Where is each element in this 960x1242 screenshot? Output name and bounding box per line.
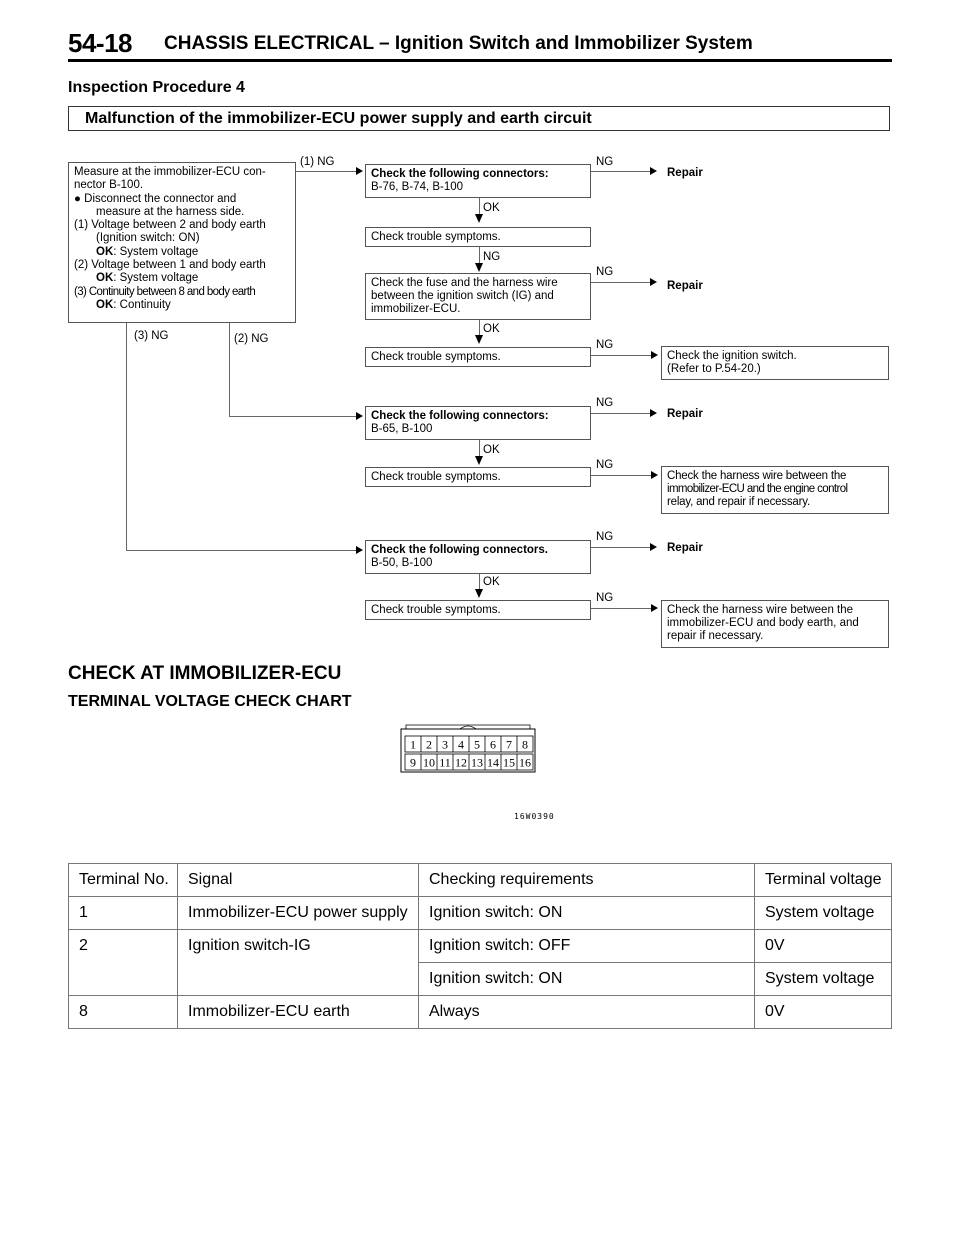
box-text: Check trouble symptoms. — [371, 604, 501, 616]
ok-key: OK — [96, 245, 114, 258]
table-row — [69, 996, 892, 1029]
ok-key: OK — [96, 272, 114, 285]
box-text: Check the fuse and the harness wire — [371, 277, 558, 289]
ng-label: NG — [596, 397, 614, 409]
check-fuse-box — [365, 273, 591, 320]
ng2-label: (2) NG — [234, 333, 269, 345]
procedure-title: Inspection Procedure 4 — [68, 79, 245, 96]
ok-value: : System voltage — [113, 272, 199, 285]
box-text: Check the ignition switch. — [667, 350, 797, 362]
arrow-down-icon — [475, 335, 483, 344]
pin-label: 10 — [423, 755, 435, 770]
ok-label: OK — [483, 323, 500, 335]
pin-label: 1 — [410, 737, 416, 752]
check-trouble-box-2 — [365, 347, 591, 367]
arrow-right-icon — [650, 278, 657, 286]
box-text: B-76, B-74, B-100 — [371, 181, 464, 193]
check-section-subtitle: TERMINAL VOLTAGE CHECK CHART — [68, 693, 352, 710]
check-earth-harness-box — [661, 600, 889, 648]
ok-value: : Continuity — [113, 298, 171, 311]
connector-line — [591, 282, 651, 283]
ng-label: NG — [596, 531, 614, 543]
arrow-right-icon — [651, 604, 658, 612]
measure-bullet — [74, 193, 290, 206]
measure-ok — [74, 299, 290, 312]
check-ignition-switch-box — [661, 346, 889, 380]
pin-label: 11 — [439, 755, 451, 770]
connector-line — [229, 416, 356, 417]
repair-label: Repair — [667, 408, 703, 420]
pin-label: 12 — [455, 755, 467, 770]
measure-item: (3) Continuity between 8 and body earth — [74, 285, 256, 298]
box-text: B-50, B-100 — [371, 557, 433, 569]
table-row — [69, 897, 892, 930]
measure-bullet-text: Disconnect the connector and — [84, 192, 237, 205]
connector-diagram — [400, 723, 536, 773]
procedure-banner: Malfunction of the immobilizer-ECU power supply and earth circuit — [68, 106, 890, 131]
signal-cell: Immobilizer-ECU earth — [178, 996, 419, 1029]
ok-label: OK — [483, 202, 500, 214]
measure-line: measure at the harness side. — [96, 205, 245, 218]
pin-label: 4 — [458, 737, 464, 752]
ng3-label: (3) NG — [134, 330, 169, 342]
arrow-right-icon — [650, 167, 657, 175]
connector-line — [479, 320, 480, 335]
box-text: immobilizer-ECU. — [371, 303, 461, 315]
voltage-cell: System voltage — [755, 897, 892, 930]
box-text: Check the harness wire between the — [667, 604, 854, 616]
pin-label: 8 — [522, 737, 528, 752]
table-row — [69, 930, 892, 963]
connector-line — [479, 198, 480, 214]
voltage-cell: 0V — [755, 930, 892, 963]
box-text: immobilizer-ECU and the engine control — [667, 483, 848, 495]
ng1-label: (1) NG — [300, 156, 335, 168]
connector-line — [591, 413, 651, 414]
measure-ok — [74, 272, 290, 285]
ok-label: OK — [483, 444, 500, 456]
repair-label: Repair — [667, 542, 703, 554]
box-text: Check trouble symptoms. — [371, 471, 501, 483]
box-text: between the ignition switch (IG) and — [371, 290, 554, 302]
box-text: (Refer to P.54-20.) — [667, 363, 761, 375]
check-trouble-box-3 — [365, 467, 591, 487]
signal-cell: Ignition switch-IG — [178, 930, 419, 996]
requirement-cell: Ignition switch: ON — [419, 897, 755, 930]
pin-label: 5 — [474, 737, 480, 752]
connector-line — [296, 171, 356, 172]
signal-cell: Immobilizer-ECU power supply — [178, 897, 419, 930]
header-cell: Signal — [178, 864, 419, 897]
connector-line — [591, 171, 651, 172]
ng-label: NG — [596, 266, 614, 278]
pin-label: 16 — [519, 755, 531, 770]
header-rule — [68, 59, 892, 62]
figure-code: 16W0390 — [514, 812, 555, 821]
pin-label: 7 — [506, 737, 512, 752]
check-connectors-box-3 — [365, 540, 591, 574]
box-text: Check the harness wire between the — [667, 470, 847, 482]
voltage-cell: 0V — [765, 1003, 785, 1020]
connector-line — [591, 547, 651, 548]
box-title: Check the following connectors. — [371, 544, 548, 556]
box-text: relay, and repair if necessary. — [667, 496, 810, 508]
measure-ok — [74, 246, 290, 259]
box-text: B-65, B-100 — [371, 423, 433, 435]
repair-label: Repair — [667, 167, 703, 179]
table-header-row — [69, 864, 892, 897]
terminal-cell: 2 — [69, 930, 178, 996]
measure-line: (Ignition switch: ON) — [96, 232, 200, 245]
check-trouble-box-4 — [365, 600, 591, 620]
check-connectors-box-2 — [365, 406, 591, 440]
pin-label: 15 — [503, 755, 515, 770]
box-title: Check the following connectors: — [371, 410, 549, 422]
arrow-right-icon — [651, 471, 658, 479]
pin-label: 13 — [471, 755, 483, 770]
requirement-cell: Ignition switch: OFF — [419, 930, 755, 963]
header-cell: Checking requirements — [419, 864, 755, 897]
ng-label: NG — [596, 459, 614, 471]
ng-label: NG — [596, 339, 614, 351]
connector-line — [126, 323, 127, 550]
chapter-title: CHASSIS ELECTRICAL – Ignition Switch and Immobilizer System — [164, 33, 753, 54]
pin-label: 6 — [490, 737, 496, 752]
repair-label: Repair — [667, 280, 703, 292]
header-cell: Terminal No. — [69, 864, 178, 897]
arrow-right-icon — [650, 409, 657, 417]
header-cell: Terminal voltage — [755, 864, 892, 897]
connector-line — [591, 475, 651, 476]
check-trouble-box-1 — [365, 227, 591, 247]
arrow-down-icon — [475, 263, 483, 272]
measure-box — [68, 162, 296, 323]
measure-item: (1) Voltage between 2 and body earth — [74, 219, 266, 232]
pin-label: 9 — [410, 755, 416, 770]
arrow-down-icon — [475, 589, 483, 598]
ok-value: : System voltage — [113, 245, 199, 258]
connector-line — [591, 608, 651, 609]
arrow-right-icon — [356, 546, 363, 554]
box-text: Check trouble symptoms. — [371, 351, 501, 363]
arrow-right-icon — [356, 412, 363, 420]
box-text: repair if necessary. — [667, 630, 764, 642]
pin-label: 14 — [487, 755, 499, 770]
measure-item: (2) Voltage between 1 and body earth — [74, 259, 266, 272]
measure-line: Measure at the immobilizer-ECU con- — [74, 166, 266, 178]
arrow-right-icon — [356, 167, 363, 175]
arrow-right-icon — [651, 351, 658, 359]
ng-label: NG — [596, 592, 614, 604]
pin-label: 3 — [442, 737, 448, 752]
bullet-icon: ● — [74, 192, 81, 205]
requirement-cell: Always — [419, 996, 755, 1029]
ng-label: NG — [596, 156, 614, 168]
check-section-title: CHECK AT IMMOBILIZER-ECU — [68, 663, 342, 684]
arrow-right-icon — [650, 543, 657, 551]
arrow-down-icon — [475, 214, 483, 223]
connector-line — [479, 440, 480, 456]
ok-label: OK — [483, 576, 500, 588]
measure-line: nector B-100. — [74, 179, 144, 192]
terminal-cell: 8 — [69, 996, 178, 1029]
connector-line — [229, 323, 230, 416]
box-text: Check trouble symptoms. — [371, 231, 501, 243]
arrow-down-icon — [475, 456, 483, 465]
connector-line — [591, 355, 651, 356]
connector-line — [479, 247, 480, 263]
check-connectors-box-1 — [365, 164, 591, 198]
voltage-cell: System voltage — [755, 963, 892, 996]
ok-key: OK — [96, 298, 114, 311]
ng-label: NG — [483, 251, 501, 263]
connector-line — [126, 550, 356, 551]
terminal-cell: 1 — [69, 897, 178, 930]
page-number: 54-18 — [68, 28, 132, 58]
requirement-cell: Ignition switch: ON — [419, 963, 755, 996]
connector-line — [479, 574, 480, 589]
check-relay-harness-box — [661, 466, 889, 514]
pin-label: 2 — [426, 737, 432, 752]
box-text: immobilizer-ECU and body earth, and — [667, 617, 859, 629]
terminal-voltage-table — [68, 863, 892, 1029]
box-title: Check the following connectors: — [371, 168, 549, 180]
